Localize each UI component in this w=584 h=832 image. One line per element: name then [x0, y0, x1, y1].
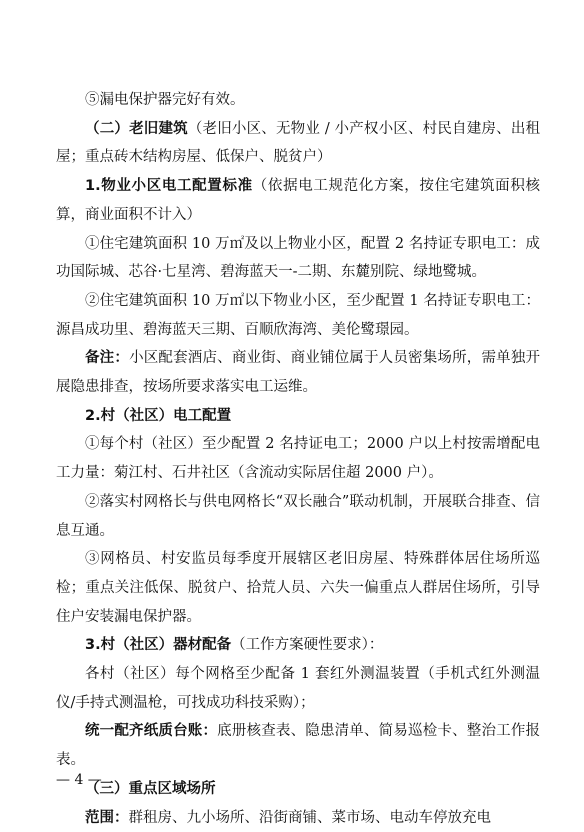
paragraph-text: 小区配套酒店、商业街、商业铺位属于人员密集场所，需单独开展隐患排查，按场所要求落实电工运维。 — [56, 350, 541, 396]
list-item-dual-chief-mechanism — [56, 488, 540, 545]
paragraph-text: ③网格员、村安监员每季度开展辖区老旧房屋、特殊群体居住场所巡检；重点关注低保、脱贫户、拾荒人员、六失一偏重点人群居住场所，引导住户安装漏电保护器。 — [56, 551, 540, 625]
subheading-title: 2.村（社区）电工配置 — [85, 407, 232, 424]
paragraph-text: 底册核查表、隐患清单、简易巡检卡、整治工作报表。 — [56, 723, 541, 769]
list-item-village-electricians — [56, 430, 540, 487]
list-item-large-communities — [56, 230, 540, 287]
paragraph-text: （依据电工规范化方案，按住宅建筑面积核算，商业面积不计入） — [56, 178, 540, 223]
paragraph-text: ②住宅建筑面积 10 万㎡以下物业小区，至少配置 1 名持证专职电工：源昌成功里、碧海蓝天三期、百顺欣海湾、美伦鹭璟园。 — [56, 292, 540, 338]
list-item-quarterly-inspection — [56, 545, 540, 631]
paragraph-text: （工作方案硬性要求）： — [231, 637, 384, 654]
note-label: 备注： — [85, 350, 130, 367]
list-item-small-communities — [56, 287, 540, 344]
paragraph-text: ⑤漏电保护器完好有效。 — [85, 92, 245, 108]
paragraph-scope — [56, 804, 540, 832]
paragraph-text: ①每个村（社区）至少配置 2 名持证电工；2000 户以上村按需增配电工力量：菊江村、石井社区（含流动实际居住超 2000 户）。 — [56, 436, 540, 482]
page-number: — 4 — — [56, 772, 102, 788]
ledger-label: 统一配齐纸质台账： — [85, 723, 218, 740]
paragraph-text: ②落实村网格长与供电网格长“双长融合”联动机制，开展联合排查、信息互通。 — [56, 493, 540, 539]
paragraph-text: 各村（社区）每个网格至少配备 1 套红外测温装置（手机式红外测温仪/手持式测温枪，可找成功科技采购）； — [56, 666, 540, 711]
subheading-property-electrician-standard — [56, 172, 540, 229]
paragraph-text: （老旧小区、无物业 / 小产权小区、村民自建房、出租屋；重点砖木结构房屋、低保户、脱贫户） — [56, 120, 541, 166]
document-body — [56, 86, 540, 832]
subheading-village-electrician — [56, 402, 540, 431]
subheading-village-equipment — [56, 631, 540, 660]
section-title: （三）重点区域场所 — [85, 780, 216, 797]
paragraph-text: 群租房、九小场所、沿街商铺、菜市场、电动车停放充电 — [128, 809, 491, 826]
paragraph-leak-protector — [56, 86, 540, 115]
subheading-title: 1.物业小区电工配置标准 — [85, 178, 253, 195]
subheading-title: 3.村（社区）器材配备 — [85, 637, 232, 654]
paragraph-text: ①住宅建筑面积 10 万㎡及以上物业小区，配置 2 名持证专职电工：成功国际城、芯谷·七星湾、碧海蓝天一-二期、东麓别院、绿地鹭城。 — [56, 235, 540, 281]
paragraph-note — [56, 344, 540, 401]
paragraph-paper-ledger — [56, 717, 540, 774]
scope-label: 范围： — [85, 809, 129, 826]
paragraph-infrared-device — [56, 660, 540, 717]
section-heading-key-areas — [56, 775, 540, 804]
section-heading-old-buildings — [56, 115, 540, 172]
section-title: （二）老旧建筑 — [85, 120, 188, 137]
